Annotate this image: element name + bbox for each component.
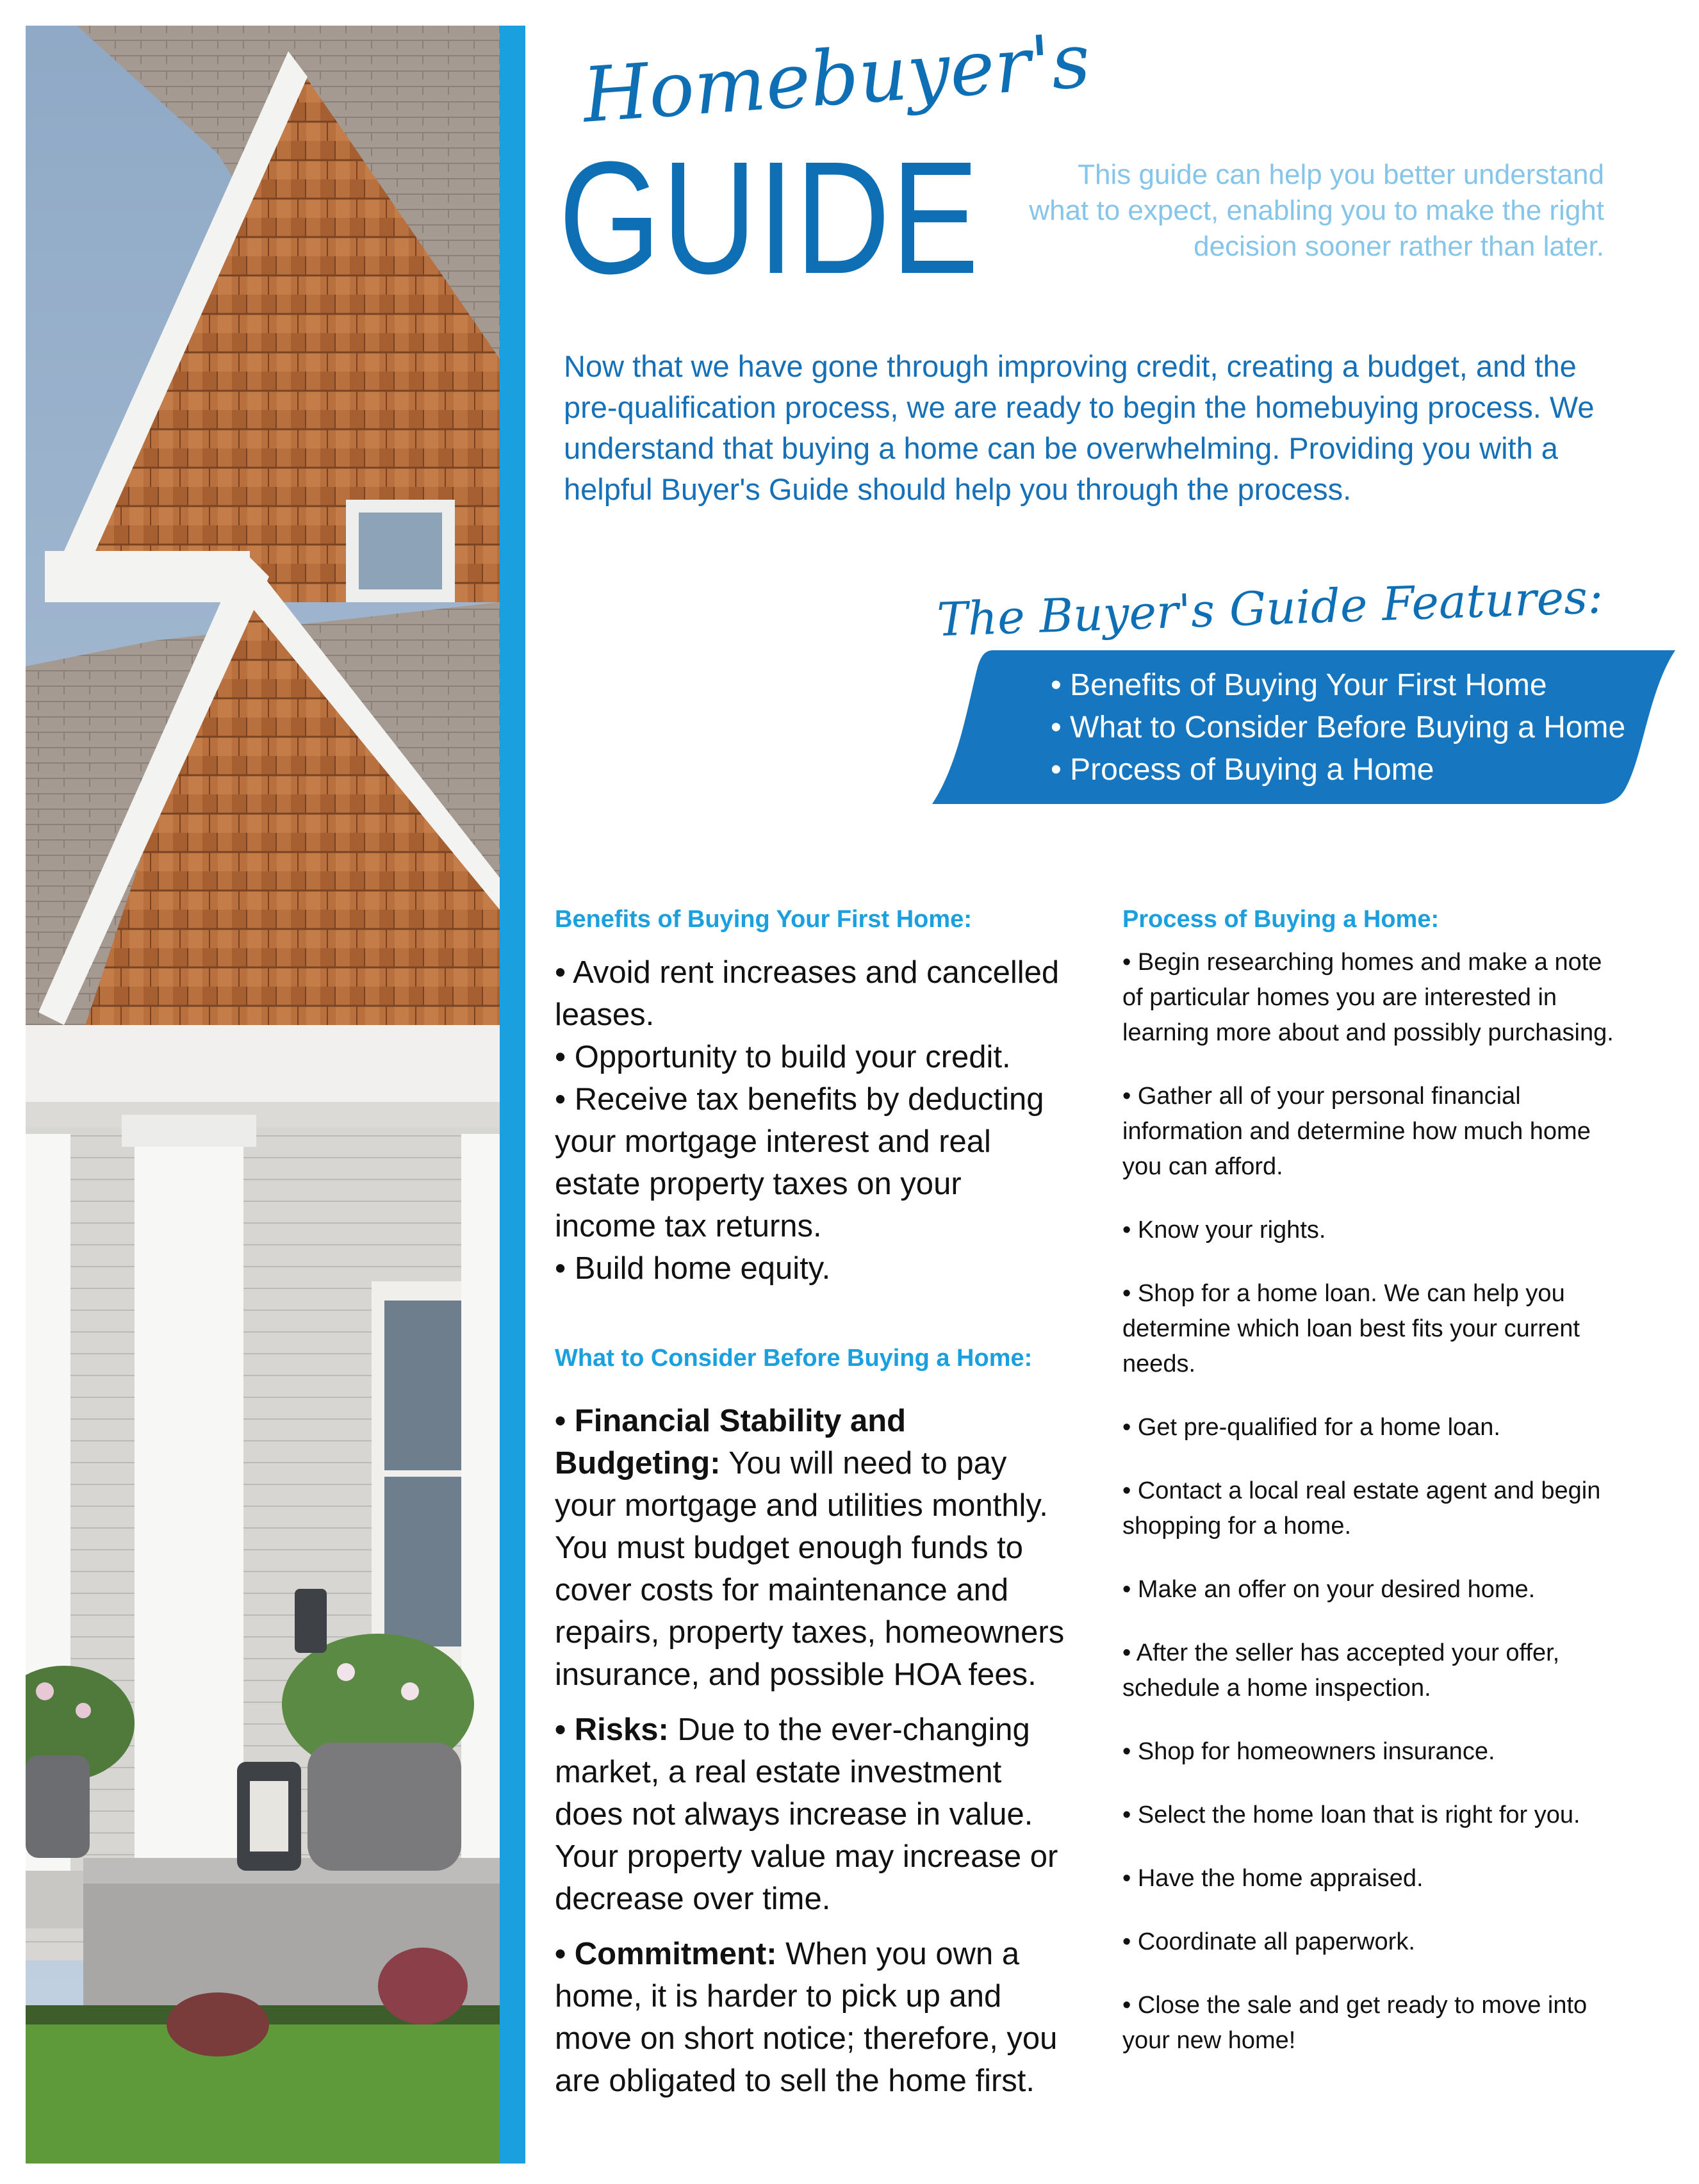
list-item: • Know your rights. bbox=[1122, 1217, 1326, 1244]
list-item: • Shop for a home loan. We can help you determine which loan best fits your current needs. bbox=[1122, 1280, 1580, 1377]
list-item: • Begin researching homes and make a note of particular homes you are interested in learning more about and possibly purchasing. bbox=[1122, 949, 1614, 1046]
list-item bbox=[555, 1400, 1067, 1696]
list-item: • Contact a local real estate agent and begin shopping for a home. bbox=[1122, 1477, 1601, 1539]
item-text: When you own a home, it is harder to pick up and move on short notice; therefore, you are obligated to sell the home first. bbox=[555, 1937, 1058, 2098]
item-label: • Risks: bbox=[555, 1712, 669, 1747]
house-photo bbox=[26, 26, 500, 2163]
process-list bbox=[1122, 945, 1629, 2087]
list-item: • Make an offer on your desired home. bbox=[1122, 1576, 1536, 1603]
features-title: The Buyer's Guide Features: bbox=[936, 570, 1604, 647]
features-list bbox=[1051, 664, 1625, 791]
tagline: This guide can help you better understand what to expect, enabling you to make the right decision sooner rather than later. bbox=[1029, 159, 1604, 262]
accent-bar bbox=[500, 26, 525, 2163]
list-item: • Avoid rent increases and cancelled leases. bbox=[555, 955, 1060, 1032]
feature-item: • Benefits of Buying Your First Home bbox=[1051, 668, 1547, 702]
page-title: GUIDE bbox=[559, 128, 980, 307]
list-item: • Select the home loan that is right for you. bbox=[1122, 1802, 1580, 1828]
list-item: • Have the home appraised. bbox=[1122, 1865, 1424, 1892]
list-item bbox=[555, 1933, 1067, 2102]
item-text: You will need to pay your mortgage and utilities monthly. You must budget enough funds to cover costs for maintenance and repairs, property taxes, homeowners insurance, and possible HOA fees. bbox=[555, 1446, 1065, 1692]
list-item: • After the seller has accepted your offer, schedule a home inspection. bbox=[1122, 1639, 1560, 1702]
feature-item: • What to Consider Before Buying a Home bbox=[1051, 710, 1626, 744]
feature-item: • Process of Buying a Home bbox=[1051, 753, 1434, 787]
list-item bbox=[555, 1709, 1067, 1920]
list-item: • Shop for homeowners insurance. bbox=[1122, 1738, 1495, 1765]
item-label: • Financial Stability and Budgeting: bbox=[555, 1404, 907, 1481]
list-item: • Gather all of your personal financial information and determine how much home you can afford. bbox=[1122, 1083, 1591, 1180]
list-item: • Close the sale and get ready to move into your new home! bbox=[1122, 1992, 1588, 2054]
list-item: • Get pre-qualified for a home loan. bbox=[1122, 1414, 1500, 1441]
list-item: • Coordinate all paperwork. bbox=[1122, 1928, 1415, 1955]
list-item: • Build home equity. bbox=[555, 1251, 831, 1286]
benefits-heading: Benefits of Buying Your First Home: bbox=[555, 906, 972, 933]
features-banner bbox=[932, 650, 1675, 804]
item-label: • Commitment: bbox=[555, 1937, 777, 1971]
consider-list bbox=[555, 1400, 1067, 2102]
list-item: • Receive tax benefits by deducting your mortgage interest and real estate property taxes on your income tax returns. bbox=[555, 1082, 1044, 1244]
title-script: Homebuyer's bbox=[580, 15, 1093, 140]
item-text: Due to the ever-changing market, a real estate investment does not always increase in value. Your property value may increase or decrease over time. bbox=[555, 1712, 1058, 1916]
intro-paragraph: Now that we have gone through improving credit, creating a budget, and the pre-qualification process, we are ready to begin the homebuying process. We understand that buying a home can be overwhelming. Providing you with a helpful Buyer's Guide should help you through the process. bbox=[564, 349, 1595, 506]
consider-heading: What to Consider Before Buying a Home: bbox=[555, 1345, 1033, 1372]
benefits-list bbox=[555, 951, 1067, 1290]
list-item: • Opportunity to build your credit. bbox=[555, 1040, 1011, 1074]
process-heading: Process of Buying a Home: bbox=[1122, 906, 1440, 933]
